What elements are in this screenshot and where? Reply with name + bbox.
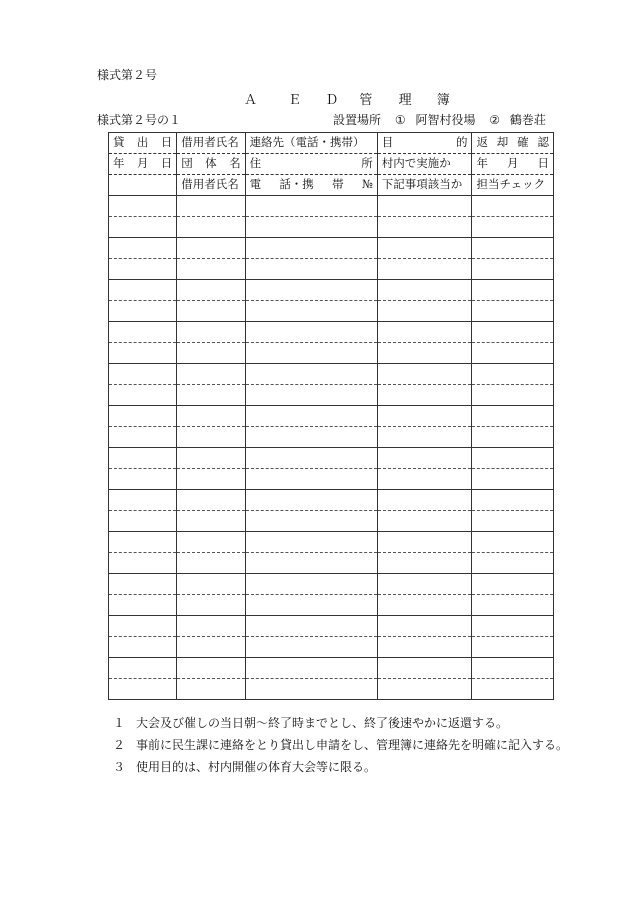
entry-cell-return-check[interactable]: [472, 511, 554, 532]
header-text: 借用者氏名: [181, 135, 239, 150]
location-option-1-mark: ①: [394, 113, 406, 127]
entry-cell-loan-date[interactable]: [109, 637, 177, 658]
entry-cell-return-check[interactable]: [472, 574, 554, 595]
entry-row: [109, 217, 554, 238]
entry-cell-return-check[interactable]: [472, 364, 554, 385]
entry-cell-borrower-org[interactable]: [177, 511, 245, 532]
notes-list: [113, 712, 568, 778]
entry-cell-return-check[interactable]: [472, 532, 554, 553]
entry-cell-purpose[interactable]: [377, 301, 472, 322]
entry-cell-loan-date[interactable]: [109, 469, 177, 490]
entry-cell-purpose[interactable]: [377, 385, 472, 406]
entry-cell-return-check[interactable]: [472, 280, 554, 301]
entry-cell-contact[interactable]: [245, 196, 377, 217]
entry-cell-loan-date[interactable]: [109, 511, 177, 532]
entry-cell-loan-date[interactable]: [109, 259, 177, 280]
entry-cell-borrower-org[interactable]: [177, 595, 245, 616]
header-text: 電: [249, 177, 262, 192]
header-text: 年: [476, 156, 488, 171]
entry-cell-return-check[interactable]: [472, 595, 554, 616]
entry-cell-contact[interactable]: [245, 364, 377, 385]
entry-cell-contact[interactable]: [245, 658, 377, 679]
header-text: 団: [181, 156, 193, 171]
header-row-3: [109, 175, 554, 196]
header-text: 年: [113, 156, 125, 171]
entry-cell-contact[interactable]: [245, 238, 377, 259]
entry-row: [109, 343, 554, 364]
entry-row: [109, 532, 554, 553]
entry-cell-borrower-org[interactable]: [177, 658, 245, 679]
entry-cell-borrower-org[interactable]: [177, 280, 245, 301]
entry-cell-return-check[interactable]: [472, 637, 554, 658]
entry-cell-return-check[interactable]: [472, 406, 554, 427]
entry-cell-loan-date[interactable]: [109, 574, 177, 595]
entry-cell-borrower-org[interactable]: [177, 385, 245, 406]
entry-cell-loan-date[interactable]: [109, 427, 177, 448]
entry-cell-purpose[interactable]: [377, 595, 472, 616]
entry-cell-loan-date[interactable]: [109, 301, 177, 322]
entry-row: [109, 574, 554, 595]
entry-cell-return-check[interactable]: [472, 238, 554, 259]
header-cell-loan-date: [109, 154, 177, 175]
entry-cell-loan-date[interactable]: [109, 385, 177, 406]
header-text: 貸: [113, 135, 125, 150]
location-option-2-mark: ②: [489, 113, 501, 127]
title-char: 簿: [436, 93, 450, 108]
note-item: ３ 使用目的は、村内開催の体育大会等に限る。: [113, 760, 377, 774]
header-cell-borrower-org: [177, 175, 245, 196]
entry-row: [109, 448, 554, 469]
entry-cell-borrower-org[interactable]: [177, 343, 245, 364]
entry-cell-purpose[interactable]: [377, 532, 472, 553]
entry-cell-return-check[interactable]: [472, 322, 554, 343]
header-text: 日: [160, 135, 173, 150]
entry-cell-contact[interactable]: [245, 553, 377, 574]
header-cell-return-check: [472, 133, 554, 154]
header-cell-borrower-org: [177, 133, 245, 154]
location-option-2-name: 鶴巻荘: [509, 113, 546, 127]
header-text: 帯: [332, 177, 344, 192]
entry-cell-borrower-org[interactable]: [177, 469, 245, 490]
entry-cell-return-check[interactable]: [472, 427, 554, 448]
entry-cell-purpose[interactable]: [377, 469, 472, 490]
entry-row: [109, 301, 554, 322]
entry-cell-loan-date[interactable]: [109, 679, 177, 700]
entry-cell-purpose[interactable]: [377, 511, 472, 532]
header-cell-loan-date: [109, 175, 177, 196]
header-text: 返: [476, 135, 488, 150]
installation-location: [333, 111, 546, 128]
entry-cell-loan-date[interactable]: [109, 553, 177, 574]
entry-cell-loan-date[interactable]: [109, 658, 177, 679]
entry-cell-return-check[interactable]: [472, 553, 554, 574]
header-text: 下記事項該当か: [381, 177, 463, 192]
entry-cell-purpose[interactable]: [377, 637, 472, 658]
entry-cell-loan-date[interactable]: [109, 490, 177, 511]
entry-cell-contact[interactable]: [245, 217, 377, 238]
entry-cell-borrower-org[interactable]: [177, 553, 245, 574]
entry-cell-contact[interactable]: [245, 595, 377, 616]
entry-cell-purpose[interactable]: [377, 448, 472, 469]
entry-cell-loan-date[interactable]: [109, 196, 177, 217]
header-cell-purpose: [377, 154, 472, 175]
sub-form-number: 様式第２号の１: [97, 113, 182, 127]
entry-cell-borrower-org[interactable]: [177, 532, 245, 553]
entry-row: [109, 658, 554, 679]
entry-cell-contact[interactable]: [245, 511, 377, 532]
header-text: 所: [361, 156, 373, 171]
entry-cell-loan-date[interactable]: [109, 532, 177, 553]
header-text: 月: [506, 156, 519, 171]
entry-cell-purpose[interactable]: [377, 343, 472, 364]
entry-cell-return-check[interactable]: [472, 490, 554, 511]
entry-cell-borrower-org[interactable]: [177, 322, 245, 343]
header-text: 目: [381, 135, 394, 150]
entry-cell-contact[interactable]: [245, 280, 377, 301]
entry-cell-purpose[interactable]: [377, 679, 472, 700]
header-text: 名: [229, 156, 241, 171]
entry-row: [109, 322, 554, 343]
entry-row: [109, 385, 554, 406]
entry-cell-contact[interactable]: [245, 406, 377, 427]
entry-cell-contact[interactable]: [245, 259, 377, 280]
entry-cell-return-check[interactable]: [472, 469, 554, 490]
entry-row: [109, 553, 554, 574]
entry-cell-return-check[interactable]: [472, 343, 554, 364]
entry-cell-loan-date[interactable]: [109, 343, 177, 364]
entry-cell-loan-date[interactable]: [109, 217, 177, 238]
header-cell-return-check: [472, 175, 554, 196]
header-cell-loan-date: [109, 133, 177, 154]
entry-cell-purpose[interactable]: [377, 406, 472, 427]
header-text: 確: [517, 135, 529, 150]
entry-row: [109, 406, 554, 427]
title-char: 管: [359, 93, 373, 108]
location-label: 設置場所: [333, 113, 382, 127]
entry-cell-loan-date[interactable]: [109, 616, 177, 637]
entry-cell-purpose[interactable]: [377, 364, 472, 385]
entry-cell-return-check[interactable]: [472, 616, 554, 637]
entry-cell-loan-date[interactable]: [109, 448, 177, 469]
entry-cell-contact[interactable]: [245, 637, 377, 658]
entry-cell-purpose[interactable]: [377, 259, 472, 280]
entry-cell-purpose[interactable]: [377, 238, 472, 259]
entry-row: [109, 427, 554, 448]
entry-cell-borrower-org[interactable]: [177, 196, 245, 217]
entry-cell-borrower-org[interactable]: [177, 679, 245, 700]
entry-cell-borrower-org[interactable]: [177, 301, 245, 322]
entry-cell-contact[interactable]: [245, 679, 377, 700]
entry-row: [109, 637, 554, 658]
header-text: 認: [537, 135, 549, 150]
entry-row: [109, 679, 554, 700]
header-text: 住: [249, 156, 262, 171]
header-text: №: [361, 177, 373, 192]
header-text: 体: [205, 156, 217, 171]
header-cell-return-check: [472, 154, 554, 175]
entry-row: [109, 238, 554, 259]
entry-cell-return-check[interactable]: [472, 301, 554, 322]
entry-cell-borrower-org[interactable]: [177, 259, 245, 280]
header-text: 出: [136, 135, 149, 150]
title-char: 理: [398, 93, 412, 108]
entry-cell-contact[interactable]: [245, 427, 377, 448]
entry-cell-purpose[interactable]: [377, 574, 472, 595]
entry-cell-borrower-org[interactable]: [177, 427, 245, 448]
entry-row: [109, 490, 554, 511]
entry-cell-contact[interactable]: [245, 469, 377, 490]
location-option-1-name: 阿智村役場: [415, 113, 476, 127]
title-char: Ｅ: [288, 93, 302, 108]
title-char: Ｄ: [325, 93, 339, 108]
entry-row: [109, 469, 554, 490]
entry-cell-return-check[interactable]: [472, 196, 554, 217]
entry-cell-borrower-org[interactable]: [177, 574, 245, 595]
header-text: 月: [136, 156, 149, 171]
entry-cell-purpose[interactable]: [377, 490, 472, 511]
entry-cell-loan-date[interactable]: [109, 595, 177, 616]
header-text: 借用者氏名: [181, 177, 239, 192]
form-number: 様式第２号: [97, 68, 158, 82]
entry-cell-purpose[interactable]: [377, 322, 472, 343]
entry-cell-contact[interactable]: [245, 532, 377, 553]
header-text: 的: [455, 135, 468, 150]
entry-cell-borrower-org[interactable]: [177, 217, 245, 238]
header-text: 日: [537, 156, 549, 171]
note-item: ２ 事前に民生課に連絡をとり貸出し申請をし、管理簿に連絡先を明確に記入する。: [113, 738, 569, 752]
entry-cell-borrower-org[interactable]: [177, 490, 245, 511]
header-cell-contact: [245, 133, 377, 154]
header-text: 村内で実施か: [381, 156, 451, 171]
entry-cell-contact[interactable]: [245, 385, 377, 406]
entry-row: [109, 616, 554, 637]
entry-cell-borrower-org[interactable]: [177, 364, 245, 385]
header-text: 話・携: [279, 177, 314, 192]
entry-cell-borrower-org[interactable]: [177, 616, 245, 637]
entry-cell-return-check[interactable]: [472, 658, 554, 679]
header-text: 却: [496, 135, 509, 150]
header-text: 担当チェック: [476, 177, 546, 192]
header-cell-purpose: [377, 133, 472, 154]
entry-cell-contact[interactable]: [245, 574, 377, 595]
entry-row: [109, 196, 554, 217]
note-item: １ 大会及び催しの当日朝～終了時までとし、終了後速やかに返還する。: [113, 716, 509, 730]
entry-cell-loan-date[interactable]: [109, 364, 177, 385]
entry-row: [109, 364, 554, 385]
entry-cell-purpose[interactable]: [377, 553, 472, 574]
document-title: [244, 89, 450, 108]
entry-row: [109, 259, 554, 280]
entry-cell-return-check[interactable]: [472, 385, 554, 406]
entry-row: [109, 595, 554, 616]
entry-cell-purpose[interactable]: [377, 196, 472, 217]
entry-cell-purpose[interactable]: [377, 280, 472, 301]
header-cell-borrower-org: [177, 154, 245, 175]
entry-cell-loan-date[interactable]: [109, 322, 177, 343]
entry-cell-return-check[interactable]: [472, 448, 554, 469]
entry-cell-contact[interactable]: [245, 490, 377, 511]
entry-cell-borrower-org[interactable]: [177, 238, 245, 259]
entry-cell-contact[interactable]: [245, 448, 377, 469]
entry-cell-purpose[interactable]: [377, 658, 472, 679]
entry-cell-contact[interactable]: [245, 616, 377, 637]
entry-cell-purpose[interactable]: [377, 427, 472, 448]
entry-cell-borrower-org[interactable]: [177, 448, 245, 469]
entry-cell-return-check[interactable]: [472, 679, 554, 700]
entry-cell-loan-date[interactable]: [109, 280, 177, 301]
header-row-2: [109, 154, 554, 175]
header-text: 連絡先（電話・携帯）: [249, 135, 365, 150]
entry-cell-loan-date[interactable]: [109, 406, 177, 427]
title-char: Ａ: [244, 93, 258, 108]
header-text: 日: [160, 156, 173, 171]
entry-cell-loan-date[interactable]: [109, 238, 177, 259]
entry-cell-return-check[interactable]: [472, 259, 554, 280]
header-cell-purpose: [377, 175, 472, 196]
entry-row: [109, 280, 554, 301]
entry-cell-borrower-org[interactable]: [177, 406, 245, 427]
aed-ledger-table: [108, 132, 554, 700]
entry-cell-return-check[interactable]: [472, 217, 554, 238]
entry-cell-contact[interactable]: [245, 343, 377, 364]
header-cell-contact: [245, 154, 377, 175]
entry-cell-borrower-org[interactable]: [177, 637, 245, 658]
entry-cell-contact[interactable]: [245, 322, 377, 343]
entry-cell-purpose[interactable]: [377, 616, 472, 637]
header-cell-contact: [245, 175, 377, 196]
entry-row: [109, 511, 554, 532]
entry-cell-contact[interactable]: [245, 301, 377, 322]
header-row-1: [109, 133, 554, 154]
entry-cell-purpose[interactable]: [377, 217, 472, 238]
